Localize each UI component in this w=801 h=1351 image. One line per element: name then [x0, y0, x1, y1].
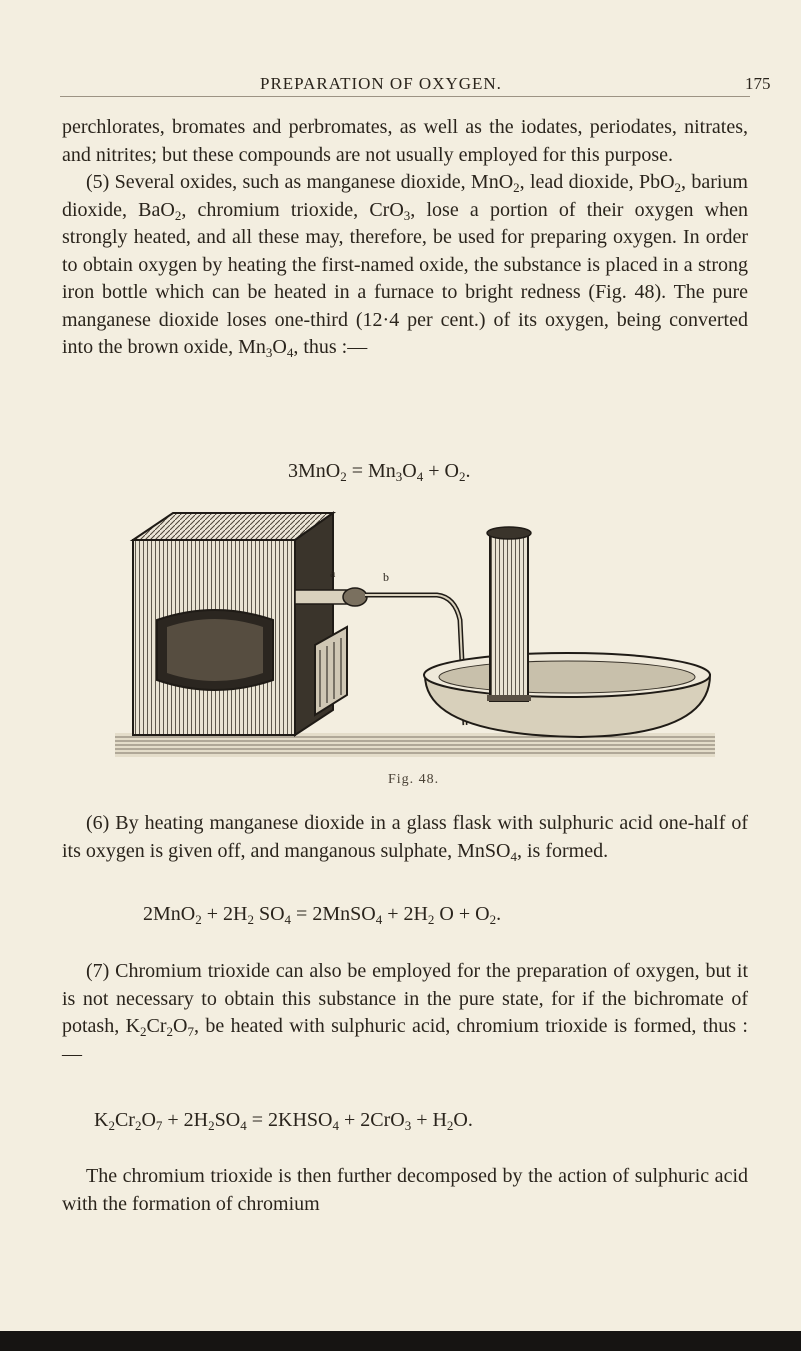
body-text-top: [62, 114, 748, 362]
closing-paragraph: The chromium trioxide is then further decomposed by the action of sulphuric acid with the formation of chromium: [62, 1165, 748, 1215]
figure-48-illustration: [115, 505, 715, 760]
running-title: PREPARATION OF OXYGEN.: [260, 74, 502, 93]
section-7-paragraph: (7) Chromium trioxide can also be employed for the preparation of oxygen, but it is not necessary to obtain this substance in the pure state, for if the bichromate of potash, $K_2Cr_2O_7$, be heated with sulphuric acid, chromium trioxide is formed, thus :—: [62, 960, 748, 1065]
equation-3: $K_2Cr_2O_7 + 2H_2SO_4$ = $2KHSO_4 + 2CrO_3 + H_2O$.: [94, 1109, 473, 1133]
label-b: b: [383, 570, 389, 584]
equation-2: $2MnO_2 + 2H_2$ $SO_4$ = 2MnSO$_4$ + $2H_2$ $O + O_2$.: [143, 903, 502, 927]
scan-edge: [0, 1331, 801, 1351]
equation-1: $3MnO_2 = Mn_3O_4 + O_2$.: [288, 460, 471, 484]
section-5-paragraph: (5) Several oxides, such as manganese dioxide, MnO$_2$, lead dioxide, PbO$_2$, barium dioxide, BaO$_2$, chromium trioxide, CrO$_3$, lose a portion of their oxygen when strongly heated, and all these may, therefore, be used for preparing oxygen. In order to obtain oxygen by heating the first-named oxide, the substance is placed in a strong iron bottle which can be heated in a furnace to bright redness (Fig. 48). The pure manganese dioxide loses one-third (12·4 per cent.) of its oxygen, being converted into the brown oxide, $Mn_3O_4$, thus :—: [62, 171, 748, 360]
header-rule: [60, 96, 750, 97]
page-number: 175: [745, 74, 771, 93]
section-6-paragraph: (6) By heating manganese dioxide in a glass flask with sulphuric acid one-half of its oxygen is given off, and manganous sulphate, MnSO$_4$, is formed.: [62, 812, 748, 864]
label-a: a: [330, 566, 336, 580]
figure-caption: Fig. 48.: [388, 772, 440, 787]
intro-paragraph: perchlorates, bromates and perbromates, as well as the iodates, periodates, nitrates, and nitrites; but these compounds are not usually employed for this purpose.: [62, 116, 748, 166]
